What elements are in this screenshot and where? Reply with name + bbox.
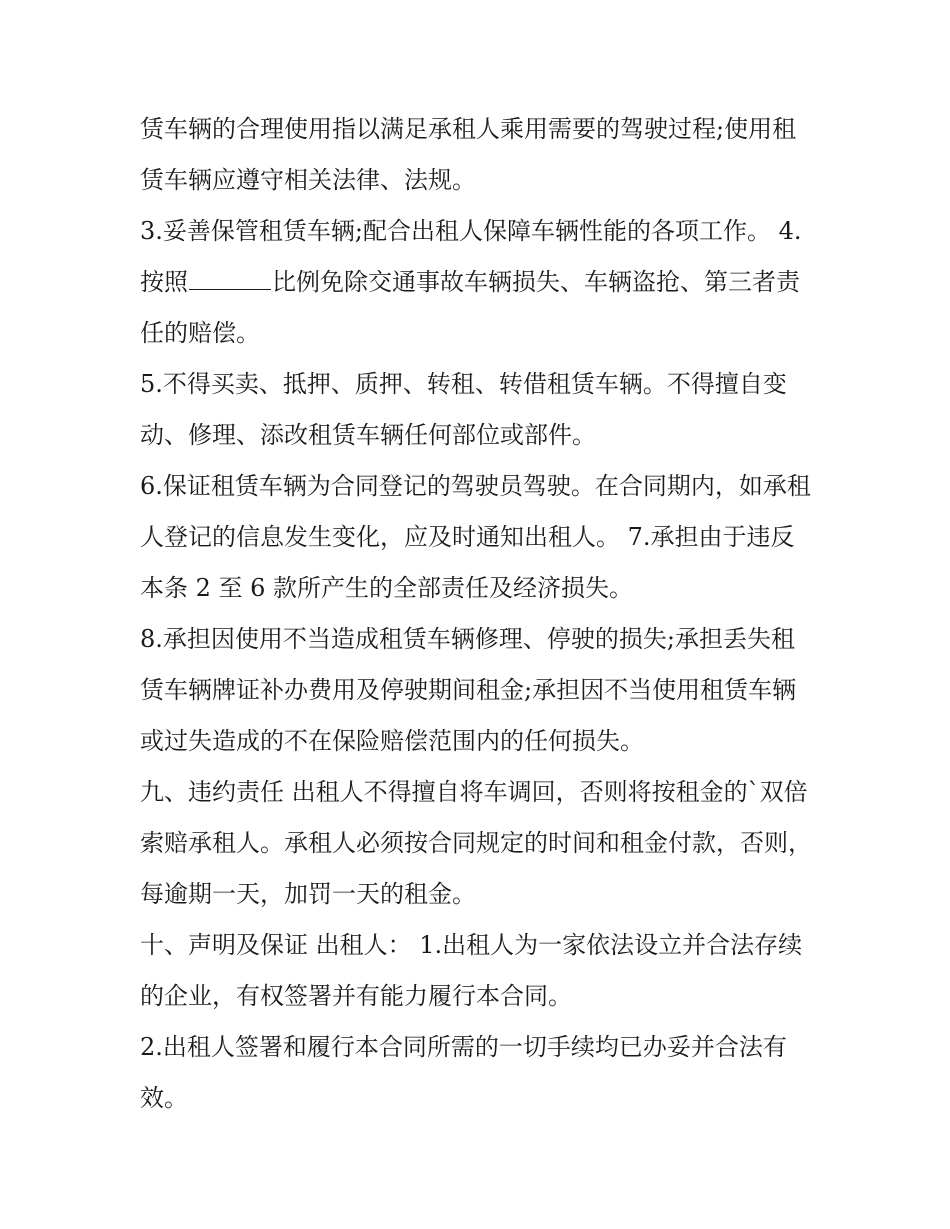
paragraph-section-10-item-2: 2.出租人签署和履行本合同所需的一切手续均已办妥并合法有效。 xyxy=(140,1033,787,1112)
paragraph-section-10: 十、声明及保证 出租人： 1.出租人为一家依法设立并合法存续的企业，有权签署并有能力履行本合同。 xyxy=(140,931,803,1010)
paragraph-section-9: 九、违约责任 出租人不得擅自将车调回，否则将按租金的`双倍索赔承租人。承租人必须按合同规定的时间和租金付款，否则，每逾期一天，加罚一天的租金。 xyxy=(140,778,812,908)
paragraph-item-3-4 xyxy=(140,206,812,359)
paragraph-item-3-4-after: 比例免除交通事故车辆损失、车辆盗抢、第三者责任的赔偿。 xyxy=(140,268,800,347)
paragraph-vehicle-use: 赁车辆的合理使用指以满足承租人乘用需要的驾驶过程;使用租赁车辆应遵守相关法律、法规。 xyxy=(140,115,797,194)
paragraph-item-6-7: 6.保证租赁车辆为合同登记的驾驶员驾驶。在合同期内，如承租人登记的信息发生变化，应及时通知出租人。 7.承担由于违反本条 2 至 6 款所产生的全部责任及经济损失。 xyxy=(140,472,811,602)
paragraph-item-8: 8.承担因使用不当造成租赁车辆修理、停驶的损失;承担丢失租赁车辆牌证补办费用及停驶期间租金;承担因不当使用租赁车辆或过失造成的不在保险赔偿范围内的任何损失。 xyxy=(140,625,797,755)
paragraph-item-3-4-before: 3.妥善保管租赁车辆;配合出租人保障车辆性能的各项工作。 4.按照 xyxy=(140,217,802,296)
fill-in-blank-ratio[interactable] xyxy=(189,288,271,290)
paragraph-item-5: 5.不得买卖、抵押、质押、转租、转借租赁车辆。不得擅自变动、修理、添改租赁车辆任何部位或部件。 xyxy=(140,370,787,449)
document-body xyxy=(140,104,812,1124)
